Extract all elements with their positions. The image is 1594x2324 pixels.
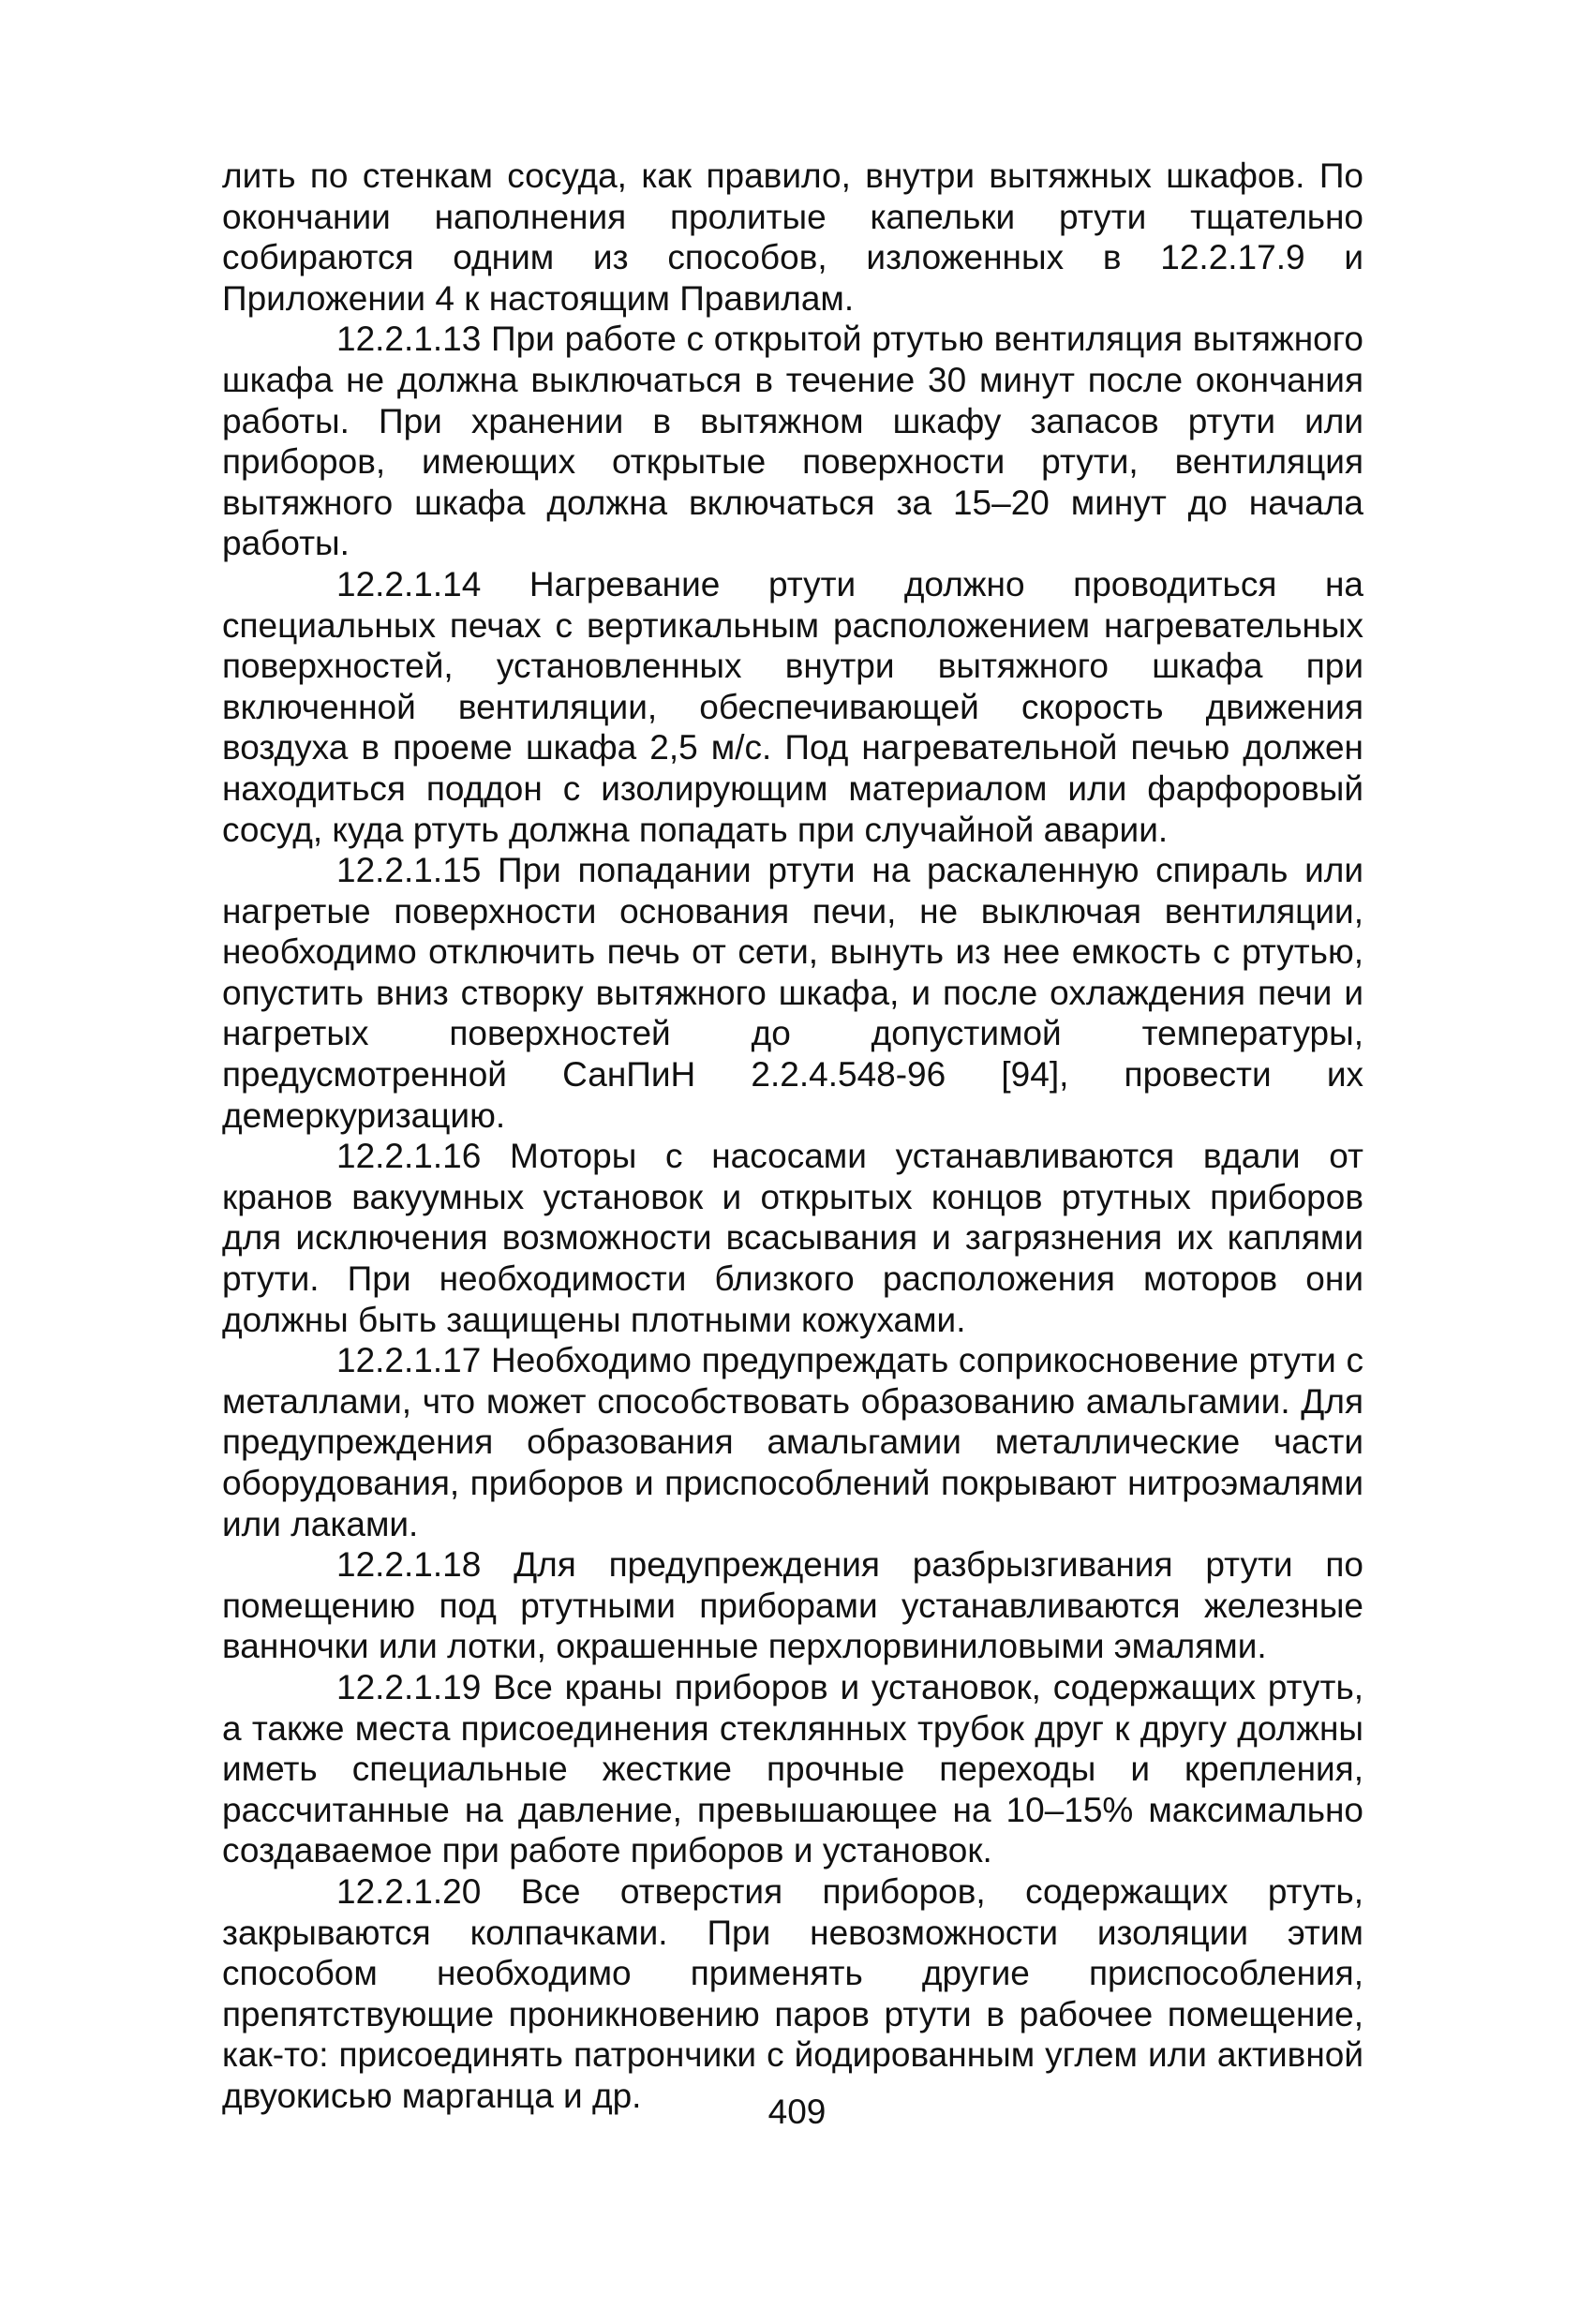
paragraph-12-2-1-15: 12.2.1.15 При попадании ртути на раскаленную спираль или нагретые поверхности основания печи, не выключая вентиляции, необходимо отключить печь от сети, вынуть из нее емкость с ртутью, опустить вниз створку вытяжного шкафа, и после охлаждения печи и нагретых поверхностей до допустимой температуры, предусмотренной СанПиН 2.2.4.548-96 [94], провести их демеркуризацию.: [222, 851, 1363, 1135]
paragraph-12-2-1-13: 12.2.1.13 При работе с открытой ртутью вентиляция вытяжного шкафа не должна выключаться в течение 30 минут после окончания работы. При хранении в вытяжном шкафу запасов ртути или приборов, имеющих открытые поверхности ртути, вентиляция вытяжного шкафа должна включаться за 15–20 минут до начала работы.: [222, 320, 1363, 563]
paragraph-12-2-1-19: 12.2.1.19 Все краны приборов и установок, содержащих ртуть, а также места присоединения стеклянных трубок друг к другу должны иметь специальные жесткие прочные переходы и крепления, рассчитанные на давление, превышающее на 10–15% максимально создаваемое при работе приборов и установок.: [222, 1667, 1363, 1870]
body-text: [222, 156, 1363, 2117]
paragraph-12-2-1-14: 12.2.1.14 Нагревание ртути должно проводиться на специальных печах с вертикальным расположением нагревательных поверхностей, установленных внутри вытяжного шкафа при включенной вентиляции, обеспечивающей скорость движения воздуха в проеме шкафа 2,5 м/с. Под нагревательной печью должен находиться поддон с изолирующим материалом или фарфоровый сосуд, куда ртуть должна попадать при случайной аварии.: [222, 564, 1363, 849]
paragraph-12-2-1-18: 12.2.1.18 Для предупреждения разбрызгивания ртути по помещению под ртутными приборами устанавливаются железные ванночки или лотки, окрашенные перхлорвиниловыми эмалями.: [222, 1545, 1363, 1666]
paragraph-continuation: лить по стенкам сосуда, как правило, внутри вытяжных шкафов. По окончании наполнения пролитые капельки ртути тщательно собираются одним из способов, изложенных в 12.2.17.9 и Приложении 4 к настоящим Правилам.: [222, 156, 1363, 318]
paragraph-12-2-1-20: 12.2.1.20 Все отверстия приборов, содержащих ртуть, закрываются колпачками. При невозможности изоляции этим способом необходимо применять другие приспособления, препятствующие проникновению паров ртути в рабочее помещение, как-то: присоединять патрончики с йодированным углем или активной двуокисью марганца и др.: [222, 1871, 1363, 2115]
page-number: 409: [767, 2093, 827, 2131]
paragraph-12-2-1-16: 12.2.1.16 Моторы с насосами устанавливаются вдали от кранов вакуумных установок и открытых концов ртутных приборов для исключения возможности всасывания и загрязнения их каплями ртути. При необходимости близкого расположения моторов они должны быть защищены плотными кожухами.: [222, 1137, 1363, 1339]
paragraph-12-2-1-17: 12.2.1.17 Необходимо предупреждать соприкосновение ртути с металлами, что может способствовать образованию амальгамии. Для предупреждения образования амальгамии металлические части оборудования, приборов и приспособлений покрывают нитроэмалями или лаками.: [222, 1341, 1363, 1543]
